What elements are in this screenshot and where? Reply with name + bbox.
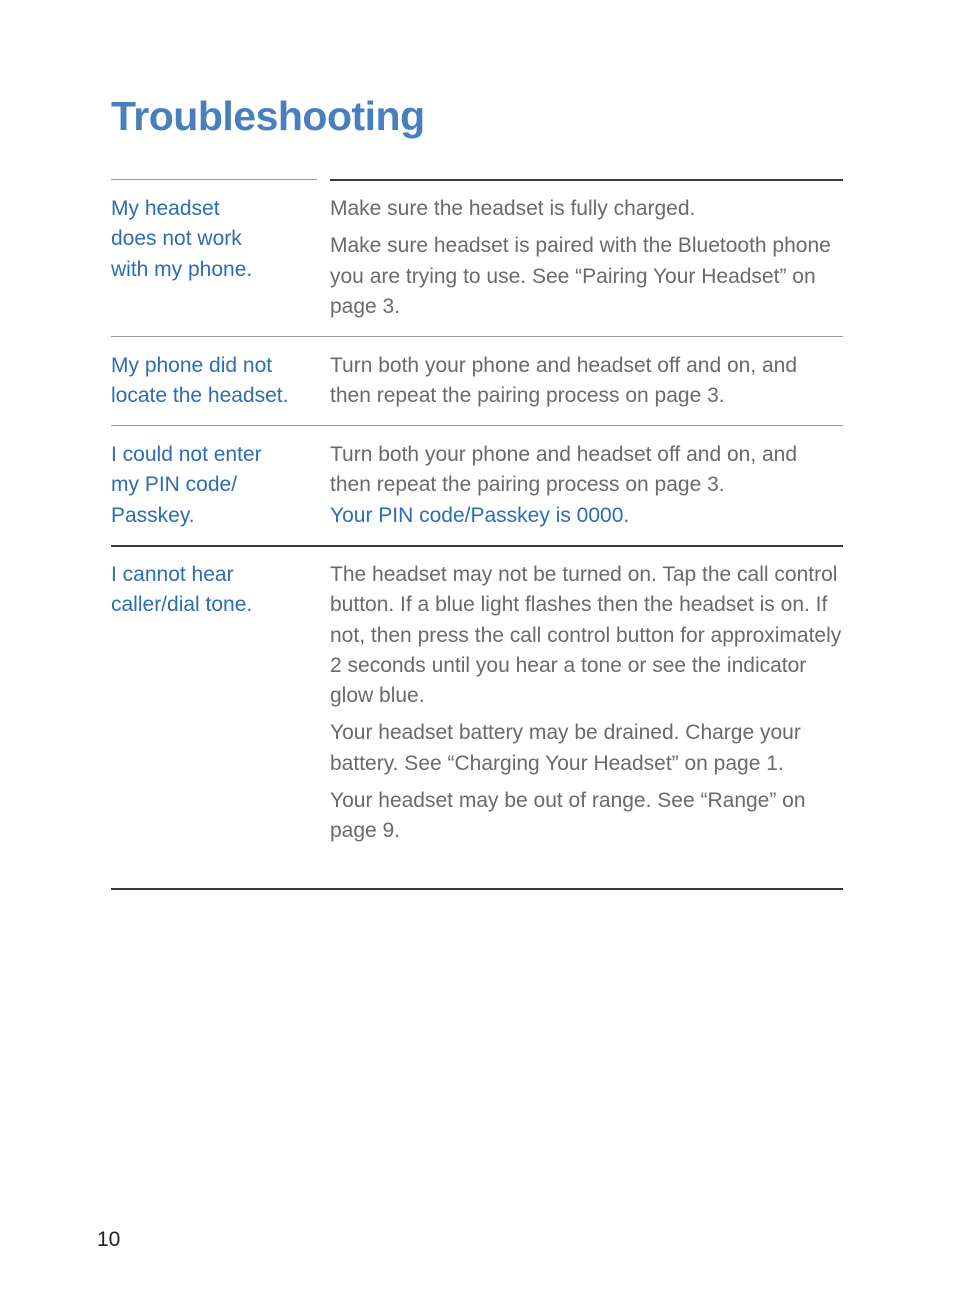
troubleshooting-row (111, 336, 843, 425)
troubleshooting-row (111, 545, 843, 889)
row-divider (111, 425, 843, 426)
problem-label: I cannot hear caller/dial tone. (111, 563, 253, 617)
pin-code-note: Your PIN code/Passkey is 0000. (330, 503, 630, 527)
troubleshooting-table (111, 179, 843, 889)
problem-label: My headset does not work with my phone. (111, 197, 253, 281)
table-bottom-rule (111, 888, 843, 890)
problem-label: My phone did not locate the headset. (111, 354, 289, 408)
solution-paragraph: Your headset battery may be drained. Charge your battery. See “Charging Your Headset” on page 1. (330, 721, 801, 775)
solution-text (330, 336, 843, 425)
row-divider (111, 545, 843, 547)
row-divider (111, 179, 317, 180)
solution-paragraph: Make sure the headset is fully charged. (330, 197, 696, 220)
page-number: 10 (97, 1228, 121, 1251)
solution-text (330, 179, 843, 336)
solution-paragraph: The headset may not be turned on. Tap the call control button. If a blue light flashes then the headset is on. If not, then press the call control button for approximately 2 seconds until you hear a tone or see the indicator glow blue. (330, 563, 842, 708)
troubleshooting-row (111, 425, 843, 545)
solution-paragraph: Your headset may be out of range. See “Range” on page 9. (330, 789, 806, 843)
troubleshooting-row (111, 179, 843, 336)
row-divider (111, 336, 843, 337)
page-title: Troubleshooting (111, 93, 425, 139)
solution-paragraph: Turn both your phone and headset off and on, and then repeat the pairing process on page 3. (330, 354, 798, 408)
solution-paragraph: Turn both your phone and headset off and on, and then repeat the pairing process on page 3. (330, 443, 798, 497)
solution-text (330, 425, 843, 545)
solution-text (330, 545, 843, 889)
problem-label: I could not enter my PIN code/ Passkey. (111, 443, 262, 527)
row-divider (330, 179, 843, 181)
solution-paragraph: Make sure headset is paired with the Bluetooth phone you are trying to use. See “Pairing Your Headset” on page 3. (330, 234, 831, 318)
